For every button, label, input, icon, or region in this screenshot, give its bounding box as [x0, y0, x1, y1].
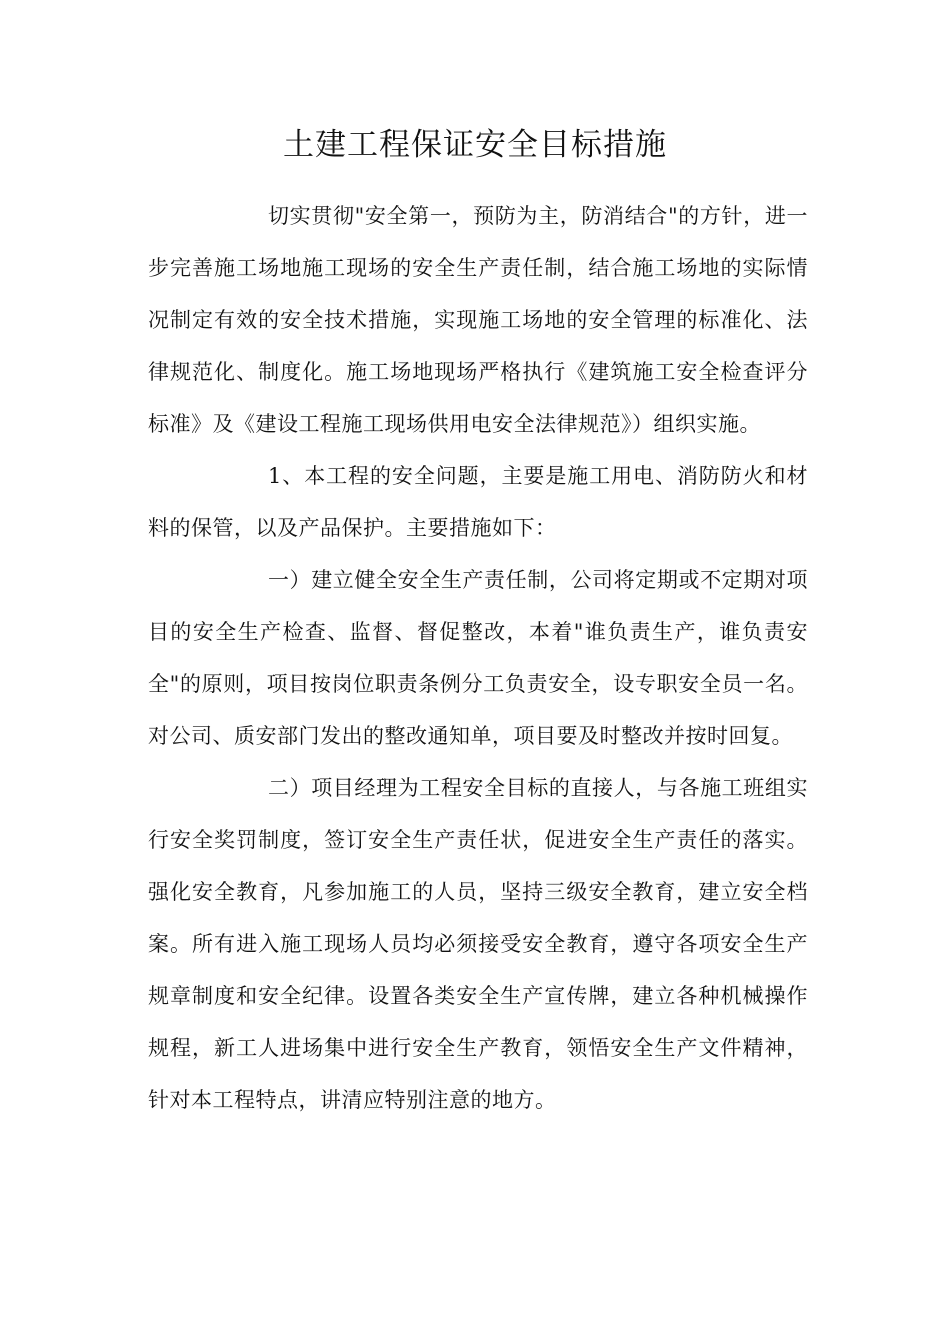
paragraph-item-2: 二）项目经理为工程安全目标的直接人，与各施工班组实行安全奖罚制度，签订安全生产责任状，促进安全生产责任的落实。强化安全教育，凡参加施工的人员，坚持三级安全教育，建立安全档案。所有进入施工现场人员均必须接受安全教育，遵守各项安全生产规章制度和安全纪律。设置各类安全生产宣传牌，建立各种机械操作规程，新工人进场集中进行安全生产教育，领悟安全生产文件精神，针对本工程特点，讲清应特别注意的地方。	[148, 776, 808, 1112]
paragraph-section-1: 1、本工程的安全问题，主要是施工用电、消防防火和材料的保管，以及产品保护。主要措施如下：	[148, 464, 808, 540]
document-body	[148, 190, 808, 1126]
paragraph-intro: 切实贯彻"安全第一，预防为主，防消结合"的方针，进一步完善施工场地施工现场的安全生产责任制，结合施工场地的实际情况制定有效的安全技术措施，实现施工场地的安全管理的标准化、法律规范化、制度化。施工场地现场严格执行《建筑施工安全检查评分标准》及《建设工程施工现场供用电安全法律规范》）组织实施。	[148, 204, 808, 436]
document-title: 土建工程保证安全目标措施	[283, 127, 667, 163]
paragraph-item-1: 一）建立健全安全生产责任制，公司将定期或不定期对项目的安全生产检查、监督、督促整改，本着"谁负责生产，谁负责安全"的原则，项目按岗位职责条例分工负责安全，设专职安全员一名。对公司、质安部门发出的整改通知单，项目要及时整改并按时回复。	[148, 568, 808, 748]
